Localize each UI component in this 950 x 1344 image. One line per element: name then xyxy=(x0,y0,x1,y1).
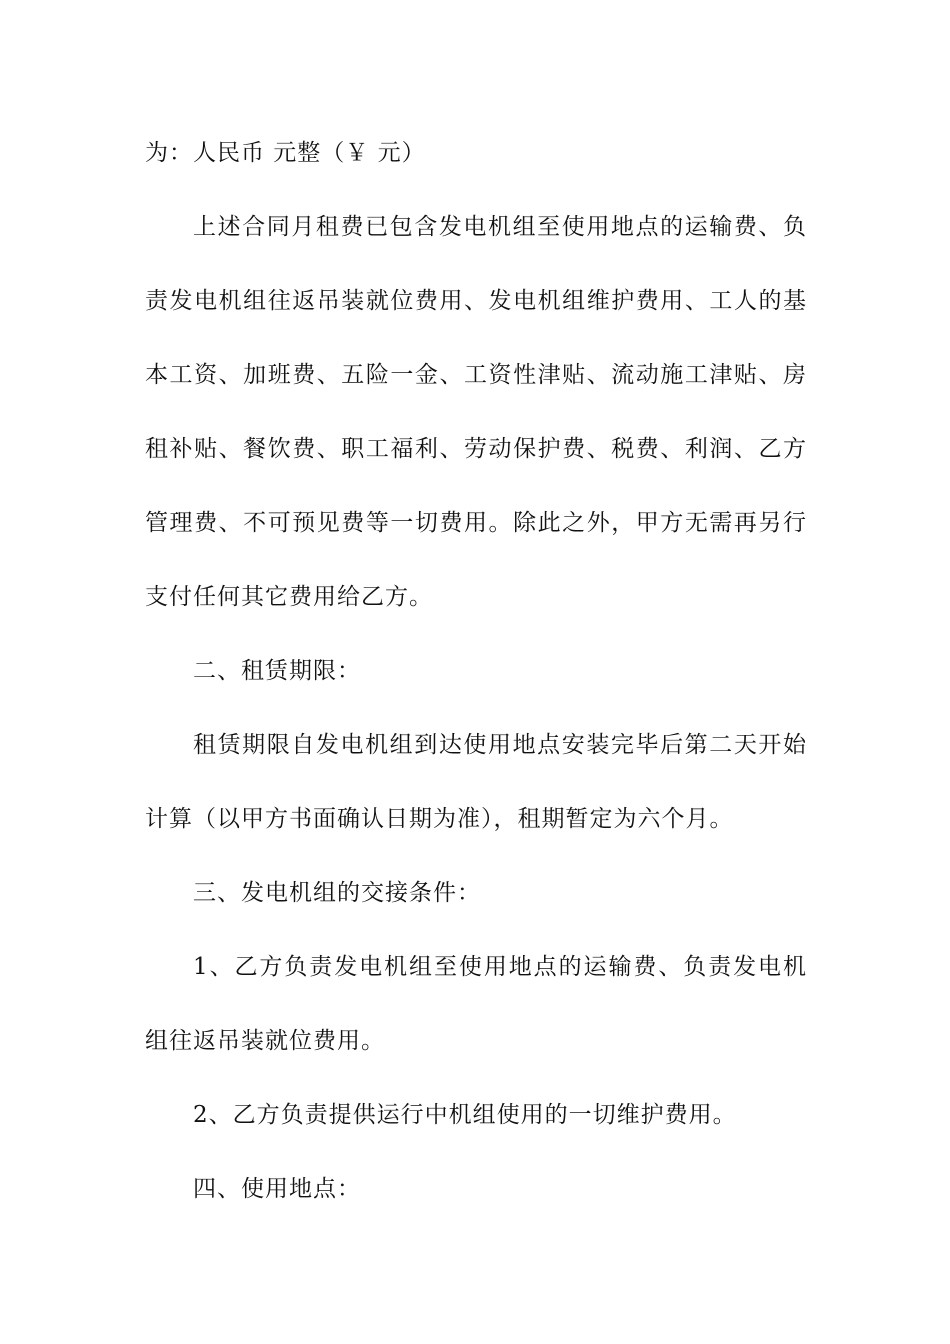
paragraph-handover-item-1: 1、乙方负责发电机组至使用地点的运输费、负责发电机组往返吊装就位费用。 xyxy=(145,954,807,1054)
section-heading-handover-conditions: 三、发电机组的交接条件： xyxy=(193,880,481,906)
paragraph-amount: 为：人民币 元整（￥ 元） xyxy=(145,140,426,166)
paragraph-handover-item-2: 2、乙方负责提供运行中机组使用的一切维护费用。 xyxy=(193,1102,737,1128)
section-heading-lease-term: 二、租赁期限： xyxy=(193,658,361,684)
section-heading-usage-location: 四、使用地点： xyxy=(193,1176,361,1202)
paragraph-lease-term: 租赁期限自发电机组到达使用地点安装完毕后第二天开始计算（以甲方书面确认日期为准），租期暂定为六个月。 xyxy=(145,732,807,832)
document-body xyxy=(145,116,807,1226)
paragraph-fee-inclusion: 上述合同月租费已包含发电机组至使用地点的运输费、负责发电机组往返吊装就位费用、发电机组维护费用、工人的基本工资、加班费、五险一金、工资性津贴、流动施工津贴、房租补贴、餐饮费、职工福利、劳动保护费、税费、利润、乙方管理费、不可预见费等一切费用。除此之外，甲方无需再另行支付任何其它费用给乙方。 xyxy=(145,214,807,610)
